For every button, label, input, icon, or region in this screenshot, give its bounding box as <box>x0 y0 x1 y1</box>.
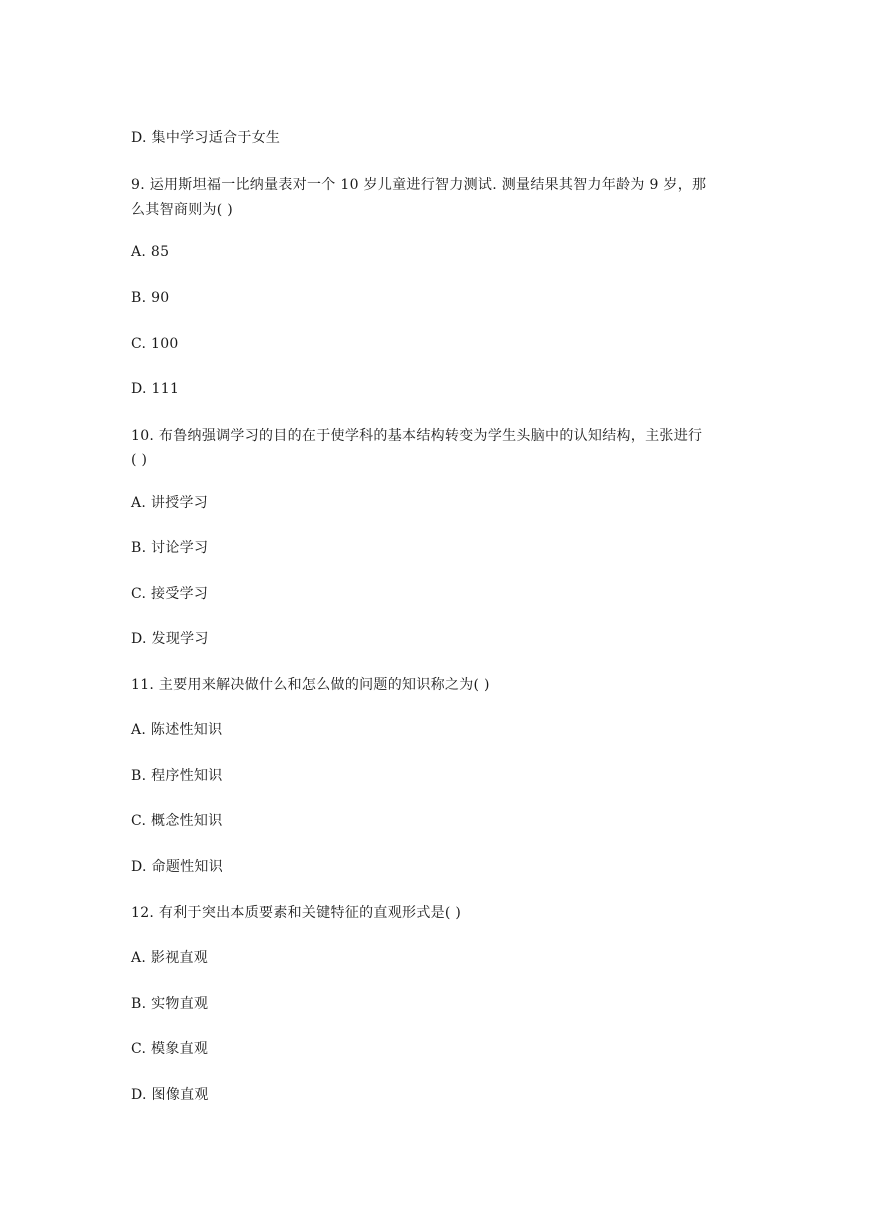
q11-option-a: A. 陈述性知识 <box>131 722 223 738</box>
q9-stem-line-2: 么其智商则为( ) <box>131 202 234 218</box>
q9-stem-line-1: 9. 运用斯坦福一比纳量表对一个 10 岁儿童进行智力测试. 测量结果其智力年龄为 9 岁，那 <box>131 177 707 193</box>
q10-stem-line-2: ( ) <box>131 452 148 468</box>
q12-option-b: B. 实物直观 <box>131 996 209 1012</box>
q9-option-a: A. 85 <box>131 244 170 260</box>
q10-option-b: B. 讨论学习 <box>131 540 209 556</box>
q9-option-c: C. 100 <box>131 336 179 352</box>
q12-option-d: D. 图像直观 <box>131 1087 209 1103</box>
q11-stem: 11. 主要用来解决做什么和怎么做的问题的知识称之为( ) <box>131 677 490 693</box>
q11-option-b: B. 程序性知识 <box>131 768 223 784</box>
q8-option-d: D. 集中学习适合于女生 <box>131 130 281 146</box>
q10-option-d: D. 发现学习 <box>131 631 209 647</box>
q9-option-d: D. 111 <box>131 381 180 397</box>
q10-option-c: C. 接受学习 <box>131 586 209 602</box>
q9-option-b: B. 90 <box>131 290 170 306</box>
q10-stem-line-1: 10. 布鲁纳强调学习的目的在于使学科的基本结构转变为学生头脑中的认知结构，主张进行 <box>131 428 703 444</box>
q10-option-a: A. 讲授学习 <box>131 495 209 511</box>
q12-option-a: A. 影视直观 <box>131 950 209 966</box>
q11-option-d: D. 命题性知识 <box>131 859 224 875</box>
q12-stem: 12. 有利于突出本质要素和关键特征的直观形式是( ) <box>131 905 462 921</box>
q12-option-c: C. 模象直观 <box>131 1041 209 1057</box>
q11-option-c: C. 概念性知识 <box>131 813 223 829</box>
